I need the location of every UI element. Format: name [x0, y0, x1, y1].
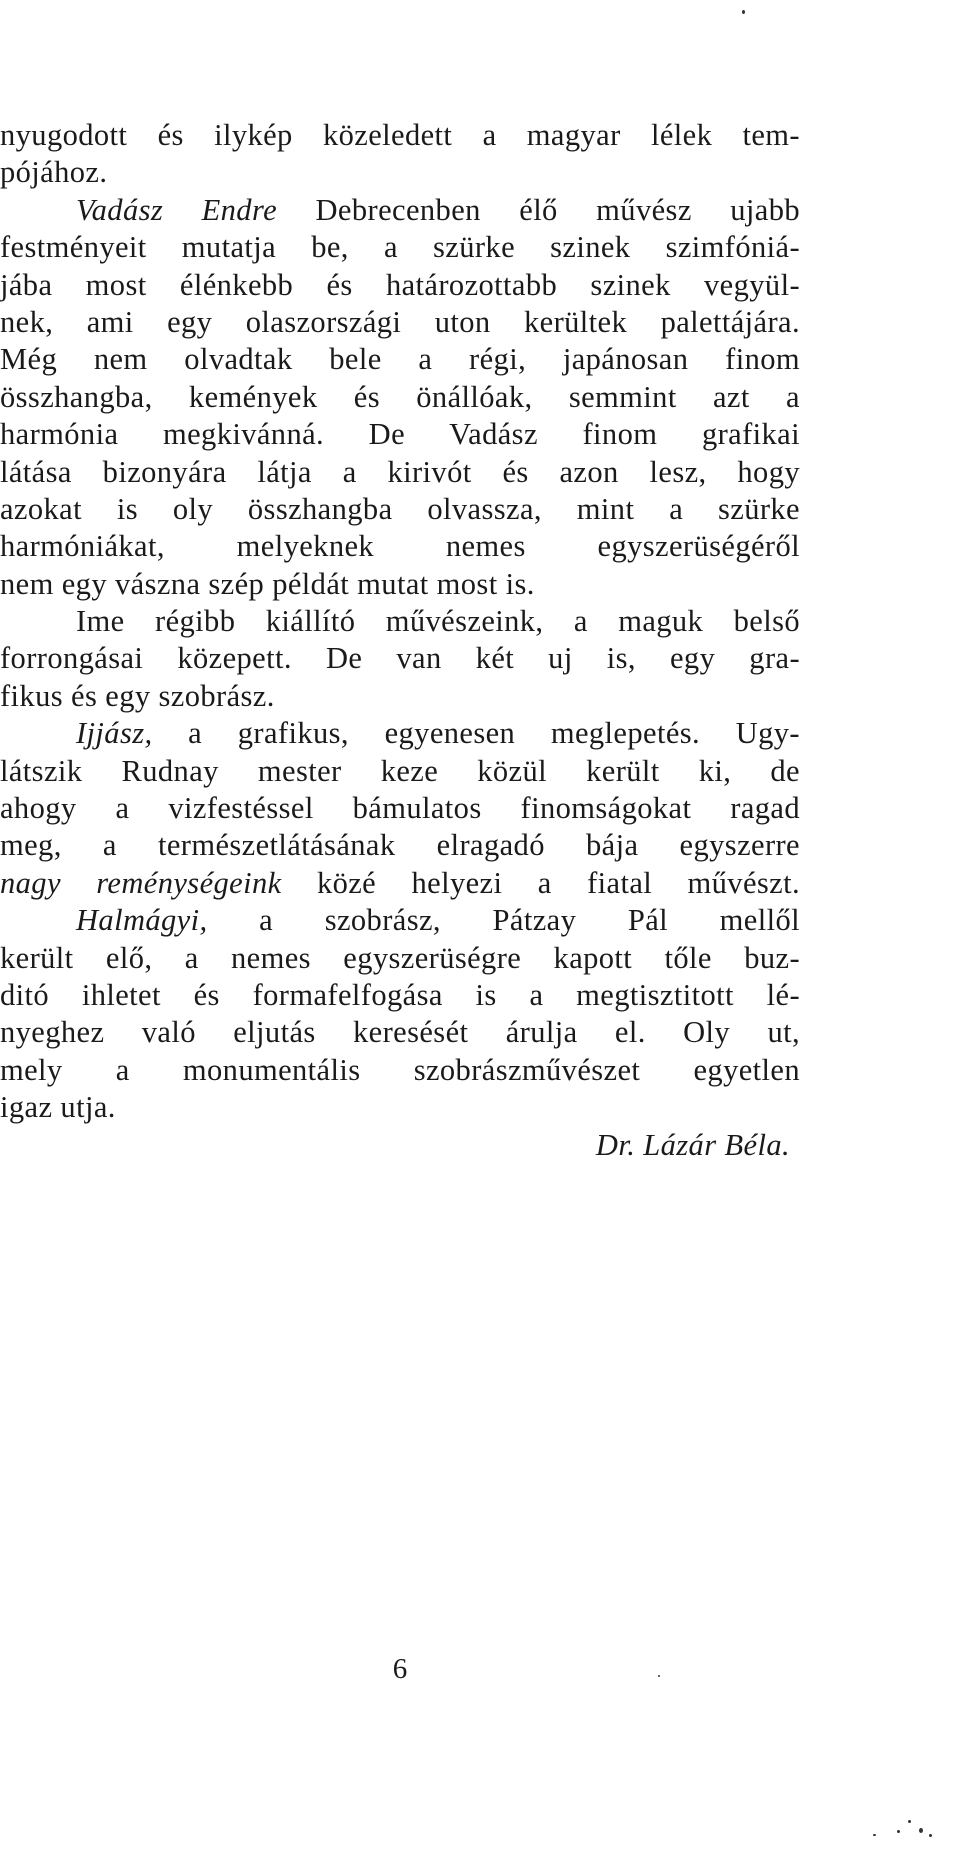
text-line: forrongásai közepett. De van két uj is, egy gra- — [0, 641, 800, 676]
artist-name-ijjasz: Ijjász, — [76, 716, 153, 751]
text-line: meg, a természetlátásának elragadó bája egyszerre — [0, 828, 800, 863]
scan-speck — [742, 10, 745, 14]
paragraph-start-ime: Ime régibb kiállító művészeink, a maguk belső — [76, 604, 800, 639]
text-line: festményeit mutatja be, a szürke szinek szimfóniá- — [0, 230, 800, 265]
text-line: harmónia megkivánná. De Vadász finom grafikai — [0, 417, 800, 452]
text-line: összhangba, kemények és önállóak, semmint azt a — [0, 379, 800, 414]
emphasis-nagy-remenysegeink: nagy reménységeink — [0, 865, 282, 900]
text-line: nyugodott és ilykép közeledett a magyar lélek tem- — [0, 118, 800, 152]
text-line: nek, ami egy olaszországi uton kerültek palettájára. — [0, 304, 800, 339]
artist-name-halmagyi: Halmágyi, — [76, 903, 208, 938]
scan-speck — [908, 1820, 911, 1823]
text-line: harmóniákat, melyeknek nemes egyszerüségéről — [0, 529, 800, 564]
text-line: pójához. — [0, 155, 108, 190]
text-line: jába most élénkebb és határozottabb szinek vegyül- — [0, 267, 800, 302]
paragraph-start-halmagyi: Halmágyi, a szobrász, Pátzay Pál mellől — [76, 903, 800, 938]
text-line: ahogy a vizfestéssel bámulatos finomságokat ragad — [0, 791, 800, 826]
paragraph-start-vadasz: Vadász Endre Debrecenben élő művész ujabb — [76, 192, 800, 227]
scan-speck — [658, 1675, 660, 1677]
scan-speck — [897, 1830, 900, 1833]
scan-speck — [919, 1828, 923, 1833]
text-line: látszik Rudnay mester keze közül került ki, de — [0, 753, 800, 788]
text-line: fikus és egy szobrász. — [0, 678, 275, 713]
text-line: nyeghez való eljutás keresését árulja el. Oly ut, — [0, 1015, 800, 1050]
text-line: nagy reménységeink közé helyezi a fiatal művészt. — [0, 865, 800, 900]
text-line: Még nem olvadtak bele a régi, japánosan finom — [0, 342, 800, 377]
paragraph-start-ijjasz: Ijjász, a grafikus, egyenesen meglepetés. Ugy- — [76, 716, 800, 751]
text-line: ditó ihletet és formafelfogása is a megtisztitott lé- — [0, 977, 800, 1012]
scan-speck — [929, 1834, 932, 1837]
text-line: látása bizonyára látja a kirivót és azon lesz, hogy — [0, 454, 800, 489]
text-line: került elő, a nemes egyszerüségre kapott tőle buz- — [0, 940, 800, 975]
text-line: nem egy vászna szép példát mutat most is. — [0, 566, 535, 601]
artist-name-vadasz: Vadász Endre — [76, 192, 278, 227]
text-line: igaz utja. — [0, 1090, 116, 1125]
text-line: mely a monumentális szobrászművészet egyetlen — [0, 1052, 800, 1087]
body-text — [0, 117, 800, 1164]
scan-speck — [873, 1834, 876, 1836]
text-line: azokat is oly összhangba olvassza, mint a szürke — [0, 491, 800, 526]
author-signature: Dr. Lázár Béla. — [595, 1127, 790, 1162]
page-number: 6 — [392, 1653, 408, 1685]
